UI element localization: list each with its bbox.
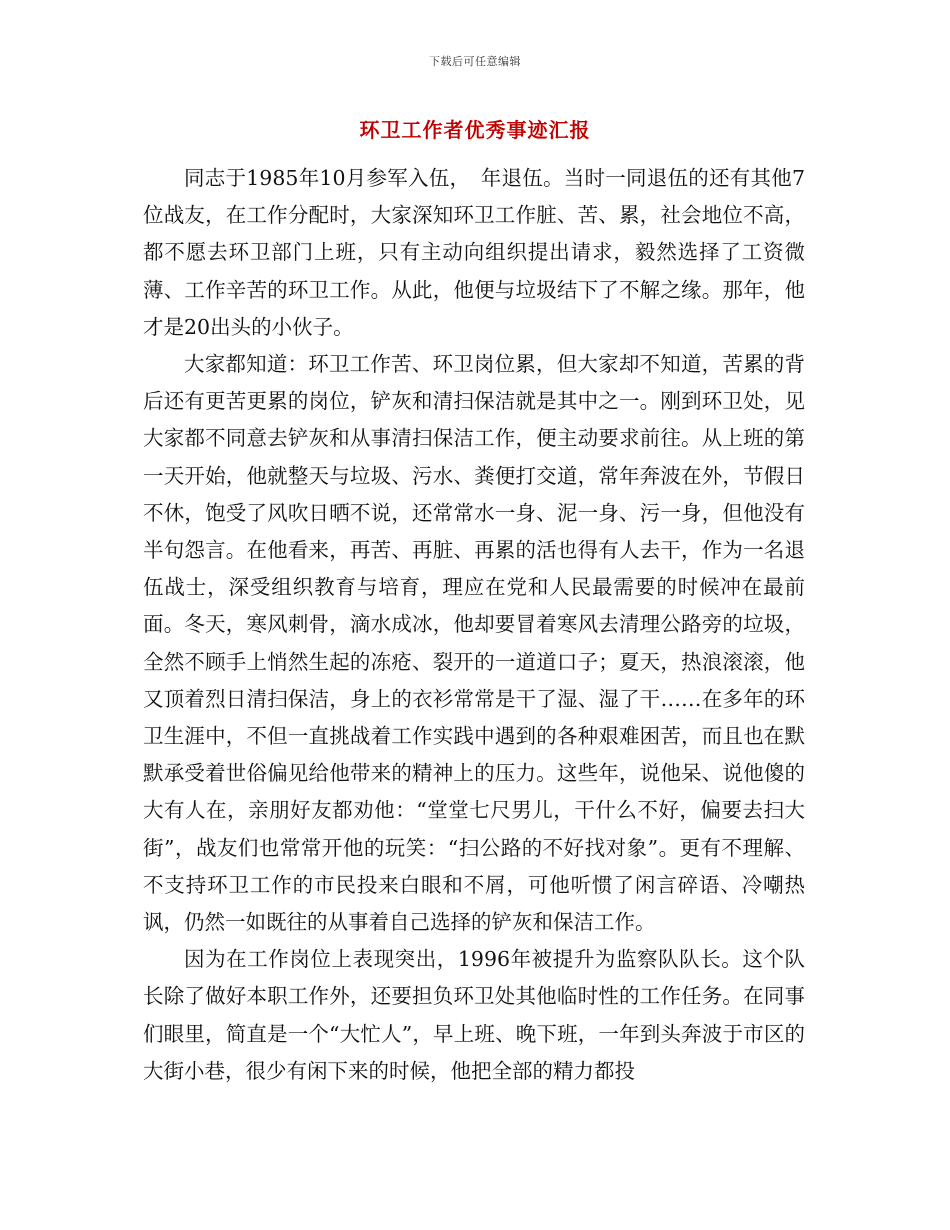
- paragraph-3: 因为在工作岗位上表现突出，1996年被提升为监察队队长。这个队长除了做好本职工作外，还要担负环卫处其他临时性的工作任务。在同事们眼里，简直是一个“大忙人”，早上班、晚下班，一年到头奔波于市区的大街小巷，很少有闲下来的时候，他把全部的精力都投: [143, 947, 805, 1083]
- paragraph-2: 大家都知道：环卫工作苦、环卫岗位累，但大家却不知道，苦累的背后还有更苦更累的岗位，铲灰和清扫保洁就是其中之一。刚到环卫处，见大家都不同意去铲灰和从事清扫保洁工作，便主动要求前往。从上班的第一天开始，他就整天与垃圾、污水、粪便打交道，常年奔波在外，节假日不休，饱受了风吹日晒不说，还常常水一身、泥一身、污一身，但他没有半句怨言。在他看来，再苦、再脏、再累的活也得有人去干，作为一名退伍战士，深受组织教育与培育，理应在党和人民最需要的时候冲在最前面。冬天，寒风刺骨，滴水成冰，他却要冒着寒风去清理公路旁的垃圾，全然不顾手上悄然生起的冻疮、裂开的一道道口子；夏天，热浪滚滚，他又顶着烈日清扫保洁，身上的衣衫常常是干了湿、湿了干……在多年的环卫生涯中，不但一直挑战着工作实践中遇到的各种艰难困苦，而且也在默默承受着世俗偏见给他带来的精神上的压力。这些年，说他呆、说他傻的大有人在，亲朋好友都劝他：“堂堂七尺男儿，干什么不好，偏要去扫大街”，战友们也常常开他的玩笑：“扫公路的不好找对象”。更有不理解、不支持环卫工作的市民投来白眼和不屑，可他听惯了闲言碎语、冷嘲热讽，仍然一如既往的从事着自己选择的铲灰和保洁工作。: [143, 352, 805, 935]
- document-body: [143, 160, 805, 1090]
- paragraph-1: 同志于1985年10月参军入伍， 年退伍。当时一同退伍的还有其他7位战友，在工作分配时，大家深知环卫工作脏、苦、累，社会地位不高，都不愿去环卫部门上班，只有主动向组织提出请求，毅然选择了工资微薄、工作辛苦的环卫工作。从此，他便与垃圾结下了不解之缘。那年，他才是20出头的小伙子。: [143, 166, 805, 339]
- document-title: 环卫工作者优秀事迹汇报: [359, 118, 591, 142]
- header-note: 下载后可任意编辑: [429, 55, 521, 68]
